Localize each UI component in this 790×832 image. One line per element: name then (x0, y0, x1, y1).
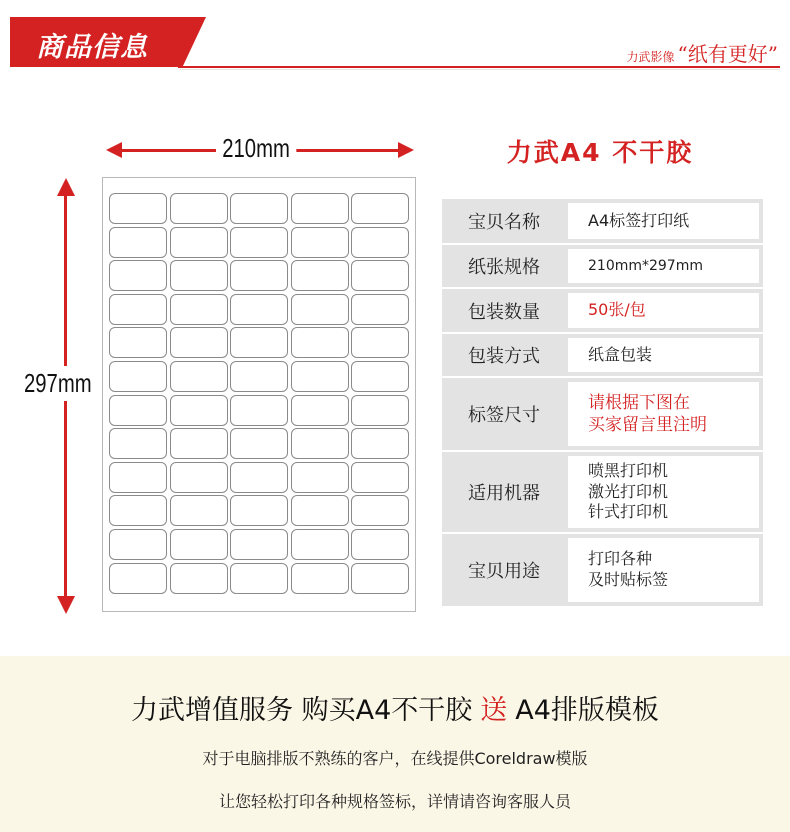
label-cell (351, 361, 409, 392)
label-cell (230, 563, 288, 594)
label-cell (230, 361, 288, 392)
label-cell (170, 193, 228, 224)
spec-value: 请根据下图在 买家留言里注明 (568, 382, 759, 446)
spec-label: 适用机器 (468, 483, 540, 504)
label-cell (291, 327, 349, 358)
slogan-quote: “纸有更好” (677, 42, 778, 66)
label-cell (351, 260, 409, 291)
label-cell (170, 563, 228, 594)
label-cell (109, 193, 167, 224)
label-cell (170, 294, 228, 325)
label-cell (351, 294, 409, 325)
label-cell (170, 327, 228, 358)
spec-row (442, 452, 763, 532)
label-cell (170, 395, 228, 426)
height-label: 297mm (24, 366, 92, 401)
header-rule-shadow (180, 69, 780, 70)
label-cell (170, 529, 228, 560)
spec-value: A4标签打印纸 (568, 203, 759, 239)
label-cell (230, 495, 288, 526)
label-cell (170, 361, 228, 392)
label-cell (230, 260, 288, 291)
spec-value: 纸盒包装 (568, 338, 759, 372)
label-cell (109, 361, 167, 392)
label-cell (170, 462, 228, 493)
spec-label: 宝贝名称 (468, 212, 540, 233)
promo-line-1: 对于电脑排版不熟练的客户，在线提供Coreldraw模版 (202, 749, 588, 768)
spec-label: 宝贝用途 (468, 561, 540, 582)
label-cell (291, 260, 349, 291)
promo-headline-part1: 力武增值服务 购买A4不干胶 (131, 695, 473, 726)
label-cell (291, 529, 349, 560)
promo-headline-highlight: 送 (480, 695, 508, 726)
promo-headline-part2: A4排版模板 (515, 695, 659, 726)
spec-value: 打印各种 及时贴标签 (568, 538, 759, 602)
label-cell (291, 361, 349, 392)
label-cell (351, 327, 409, 358)
arrow-up-icon (57, 178, 75, 196)
brand-slogan (627, 38, 778, 67)
label-cell (291, 462, 349, 493)
arrow-right-icon (398, 142, 414, 158)
spec-label: 标签尺寸 (468, 405, 540, 426)
label-cell (170, 227, 228, 258)
label-cell (291, 428, 349, 459)
label-cell (351, 529, 409, 560)
label-cell (230, 193, 288, 224)
label-cell (291, 395, 349, 426)
label-cell (351, 563, 409, 594)
label-cell (291, 193, 349, 224)
spec-label: 包装数量 (468, 301, 540, 323)
label-cell (230, 462, 288, 493)
promo-headline (0, 688, 790, 727)
spec-row (442, 199, 763, 243)
label-cell (170, 428, 228, 459)
label-cell (230, 227, 288, 258)
label-cell (351, 227, 409, 258)
spec-value: 喷黑打印机 激光打印机 针式打印机 (568, 456, 759, 528)
label-cell (291, 294, 349, 325)
label-cell (109, 294, 167, 325)
label-cell (230, 428, 288, 459)
label-cell (230, 529, 288, 560)
label-cell (291, 563, 349, 594)
width-label: 210mm (216, 133, 296, 164)
slogan-brand: 力武影像 (626, 50, 675, 64)
spec-row (442, 534, 763, 606)
label-cell (109, 327, 167, 358)
label-cell (170, 495, 228, 526)
label-cell (351, 462, 409, 493)
label-cell (351, 395, 409, 426)
label-cell (170, 260, 228, 291)
label-cell (230, 395, 288, 426)
label-cell (109, 227, 167, 258)
label-cell (291, 227, 349, 258)
label-cell (109, 462, 167, 493)
section-banner (10, 17, 210, 67)
spec-value: 210mm*297mm (568, 249, 759, 283)
spec-value: 50张/包 (568, 293, 759, 328)
promo-line-2: 让您轻松打印各种规格签标，详情请咨询客服人员 (218, 792, 571, 811)
product-title: 力武A4 不干胶 (506, 138, 694, 167)
spec-row (442, 378, 763, 450)
label-sheet (102, 177, 416, 612)
label-cell (109, 563, 167, 594)
label-cell (291, 495, 349, 526)
spec-label: 包装方式 (468, 346, 540, 367)
label-cell (109, 428, 167, 459)
spec-row (442, 245, 763, 287)
arrow-left-icon (106, 142, 122, 158)
spec-row (442, 289, 763, 332)
arrow-down-icon (57, 596, 75, 614)
label-cell (351, 193, 409, 224)
spec-row (442, 334, 763, 376)
label-cell (351, 428, 409, 459)
label-cell (230, 294, 288, 325)
label-cell (109, 495, 167, 526)
section-title: 商品信息 (36, 32, 148, 63)
label-cell (109, 395, 167, 426)
label-cell (109, 260, 167, 291)
label-cell (109, 529, 167, 560)
spec-label: 纸张规格 (468, 257, 540, 278)
width-dimension (106, 133, 414, 167)
label-cell (230, 327, 288, 358)
label-cell (351, 495, 409, 526)
